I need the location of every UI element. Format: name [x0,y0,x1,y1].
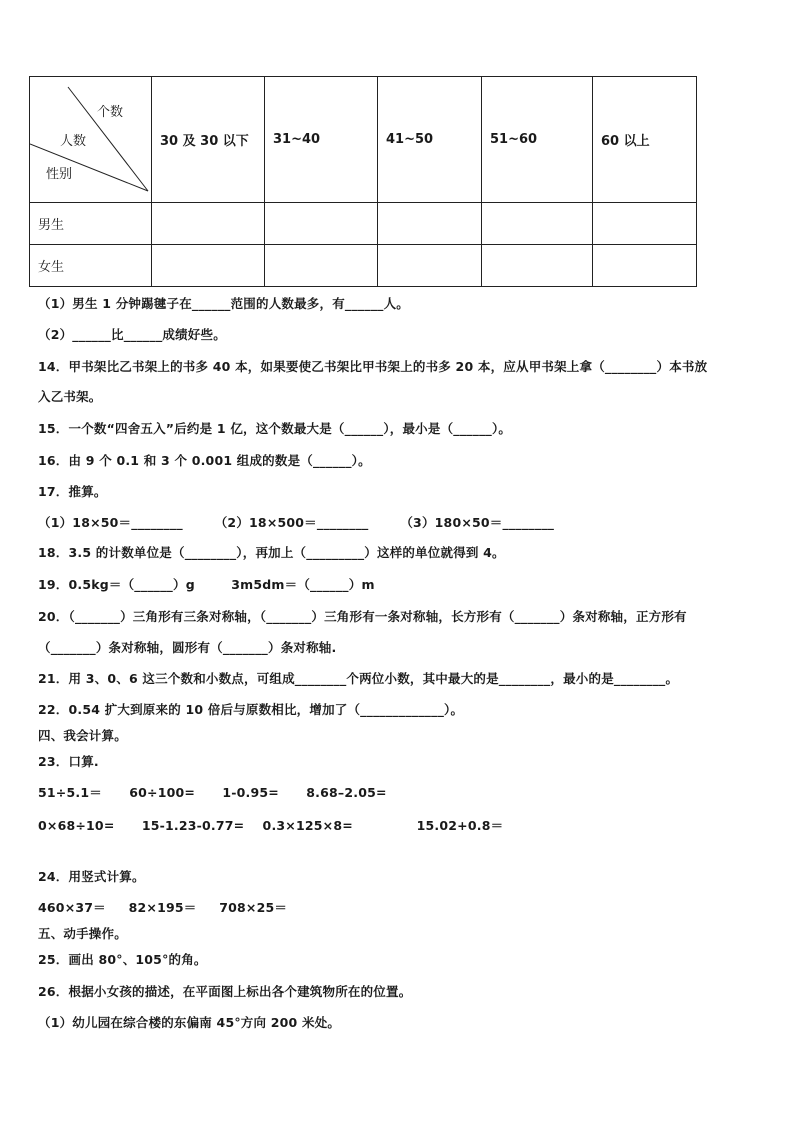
column-header: 51~60 [482,77,593,203]
question-20-cont: （_______）条对称轴，圆形有（_______）条对称轴. [38,640,337,655]
table-cell [152,203,265,245]
question-21: 21．用 3、0、6 这三个数和小数点，可组成________个两位小数，其中最大的是________，最小的是________。 [38,671,679,686]
table-cell [593,203,697,245]
vertical-calc-row: 460×37＝ 82×195＝ 708×25＝ [38,900,288,915]
question-15: 15．一个数“四舍五入”后约是 1 亿，这个数最大是（______），最小是（______）。 [38,421,512,436]
table-cell [482,245,593,287]
table-row-boys [30,203,697,245]
question-17-items: （1）18×50＝________ （2）18×500＝________ （3）180×50＝________ [38,515,555,530]
question-14-cont: 入乙书架。 [38,389,102,404]
table-corner-header [30,77,152,203]
table-cell [378,245,482,287]
question-17: 17．推算。 [38,484,107,499]
section-4-heading: 四、我会计算。 [38,728,127,743]
oral-calc-row-2: 0×68÷10= 15-1.23-0.77= 0.3×125×8= 15.02+0.8＝ [38,818,504,833]
question-26-part-1: （1）幼儿园在综合楼的东偏南 45°方向 200 米处。 [38,1015,341,1030]
question-13-part-1: （1）男生 1 分钟踢毽子在______范围的人数最多，有______人。 [38,296,409,311]
corner-label-people: 人数 [60,134,87,149]
table-cell [378,203,482,245]
corner-label-count: 个数 [97,105,124,120]
section-5-heading: 五、动手操作。 [38,926,127,941]
column-header: 31~40 [265,77,378,203]
oral-calc-row-1: 51÷5.1＝ 60÷100= 1-0.95= 8.68–2.05= [38,785,387,800]
table-cell [152,245,265,287]
question-16: 16．由 9 个 0.1 和 3 个 0.001 组成的数是（______）。 [38,453,371,468]
question-19: 19．0.5kg＝（______）g 3m5dm＝（______）m [38,577,375,592]
question-22: 22．0.54 扩大到原来的 10 倍后与原数相比，增加了（_____________）。 [38,702,464,717]
corner-label-gender: 性别 [46,167,73,182]
score-table [29,76,697,287]
column-header: 30 及 30 以下 [152,77,265,203]
column-header: 60 以上 [593,77,697,203]
question-14: 14．甲书架比乙书架上的书多 40 本，如果要使乙书架比甲书架上的书多 20 本，应从甲书架上拿（________）本书放 [38,359,708,374]
diagonal-lines [30,77,152,203]
table-cell [265,203,378,245]
table-cell [482,203,593,245]
question-18: 18．3.5 的计数单位是（________），再加上（_________）这样的单位就得到 4。 [38,545,505,560]
row-label: 女生 [30,245,152,287]
question-20: 20．（_______）三角形有三条对称轴，（_______）三角形有一条对称轴，长方形有（_______）条对称轴，正方形有 [38,609,687,624]
table-cell [593,245,697,287]
column-header: 41~50 [378,77,482,203]
row-label: 男生 [30,203,152,245]
question-13-part-2: （2）______比______成绩好些。 [38,327,226,342]
table-row-girls [30,245,697,287]
question-24: 24．用竖式计算。 [38,869,145,884]
question-26: 26．根据小女孩的描述，在平面图上标出各个建筑物所在的位置。 [38,984,412,999]
question-23: 23．口算. [38,754,99,769]
question-25: 25．画出 80°、105°的角。 [38,952,207,967]
table-cell [265,245,378,287]
